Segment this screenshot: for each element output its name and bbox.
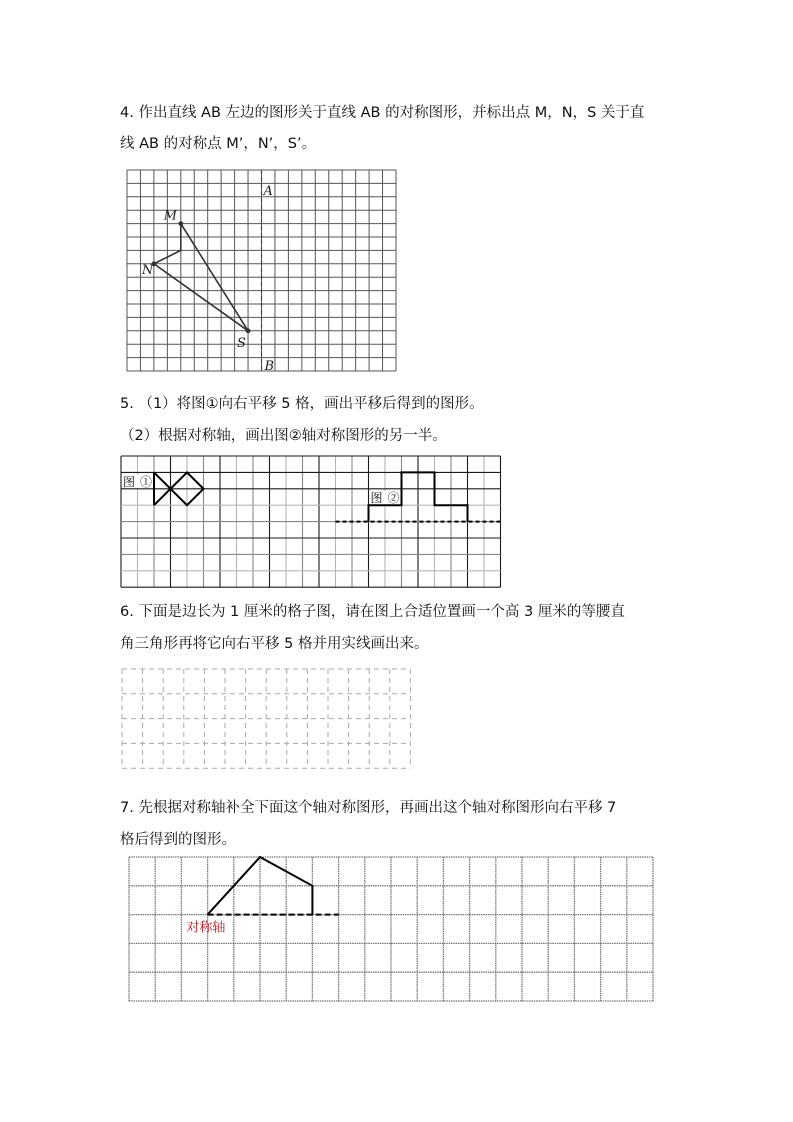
point-label-m: M — [163, 208, 178, 224]
point-label-s: S — [237, 335, 246, 351]
figure-7-grid — [124, 852, 659, 1007]
symmetry-axis-label: 对称轴 — [186, 920, 226, 936]
question-4-line-2: 线 AB 的对称点 M’，N’，S’。 — [120, 136, 317, 152]
axis-label-b: B — [264, 359, 275, 374]
axis-label-a: A — [263, 183, 273, 199]
figure-5-grid — [116, 451, 508, 593]
question-5-line-1: 5. （1）将图①向右平移 5 格，画出平移后得到的图形。 — [120, 396, 484, 412]
figure-1-label: 图① — [123, 474, 152, 489]
question-4-line-1: 4. 作出直线 AB 左边的图形关于直线 AB 的对称图形，并标出点 M，N，S 关于直 — [120, 105, 645, 121]
question-7-line-1: 7. 先根据对称轴补全下面这个轴对称图形，再画出这个轴对称图形向右平移 7 — [120, 800, 617, 816]
question-5-line-2: （2）根据对称轴，画出图②轴对称图形的另一半。 — [120, 428, 447, 444]
question-6-line-1: 6. 下面是边长为 1 厘米的格子图，请在图上合适位置画一个高 3 厘米的等腰直 — [120, 604, 625, 620]
point-m — [178, 221, 183, 226]
figure-4-grid — [120, 165, 405, 377]
question-7-line-2: 格后得到的图形。 — [120, 832, 236, 848]
figure-2-label: 图② — [370, 491, 400, 506]
point-label-n: N — [141, 262, 154, 278]
figure-6-grid — [116, 663, 416, 775]
question-6-line-2: 角三角形再将它向右平移 5 格并用实线画出来。 — [120, 636, 429, 652]
point-s — [246, 328, 251, 333]
